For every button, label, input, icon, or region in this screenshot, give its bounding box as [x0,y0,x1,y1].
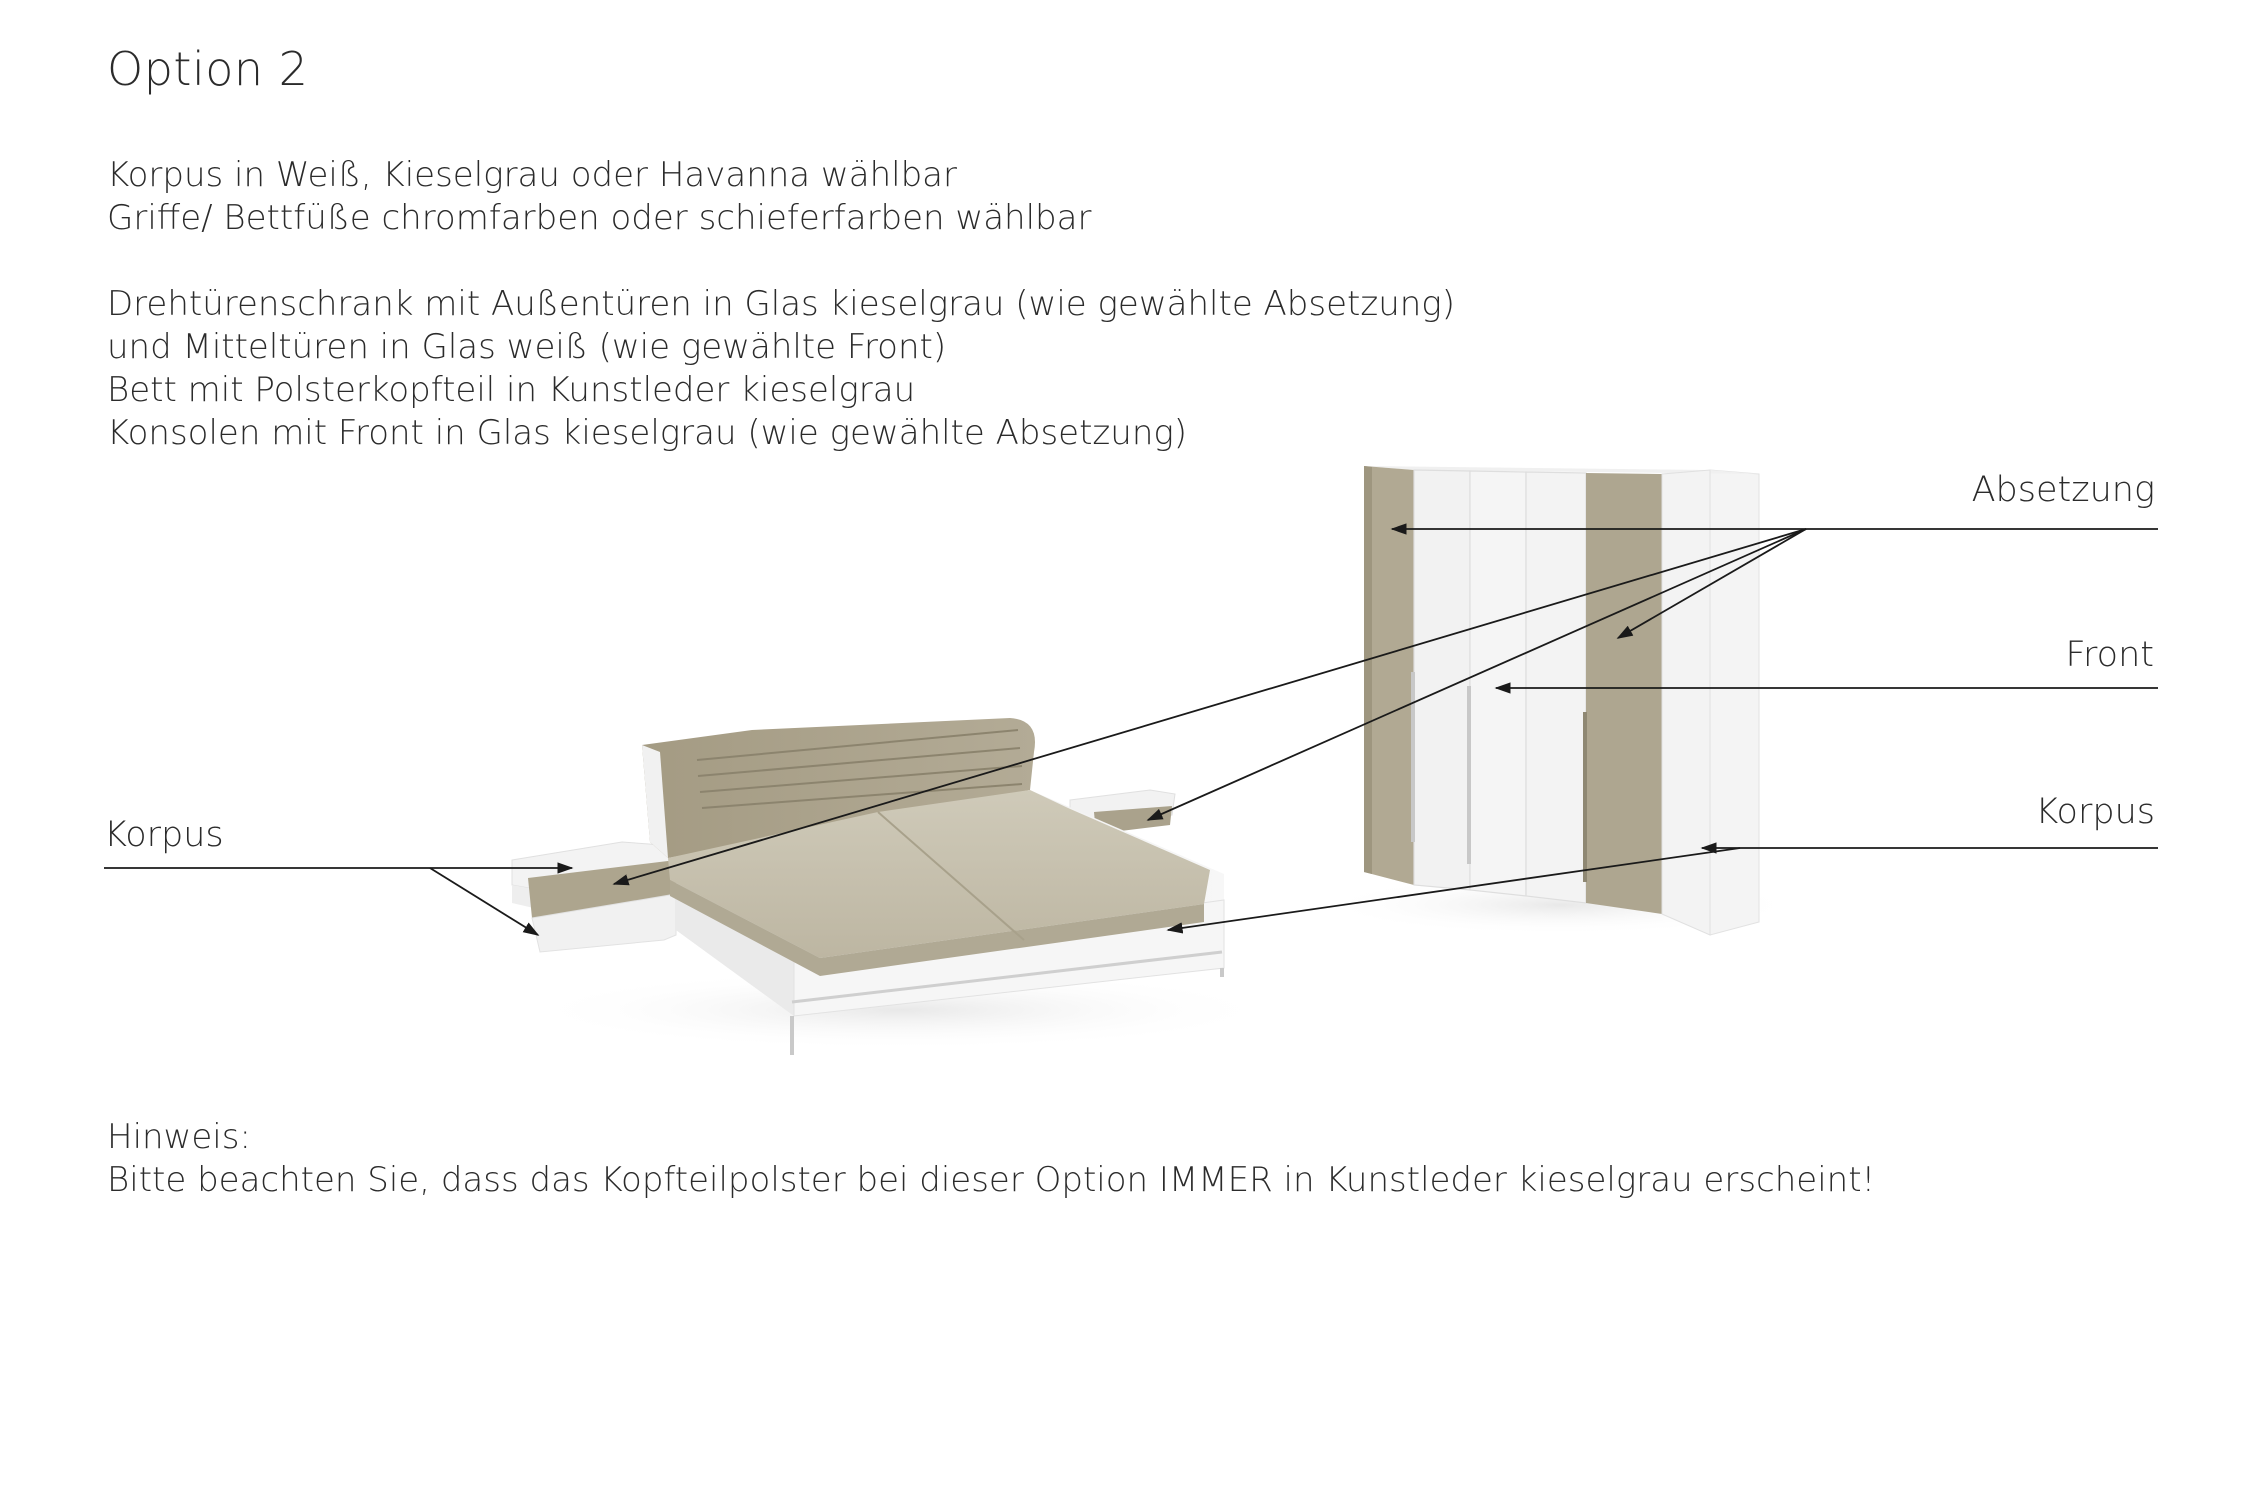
label-absetzung: Absetzung [1971,470,2155,510]
wardrobe-side-panel [1710,470,1759,935]
wardrobe-handle [1411,672,1415,842]
label-korpus-right: Korpus [2035,792,2155,832]
label-korpus-left: Korpus [104,815,224,855]
details-line: Bett mit Polsterkopfteil in Kunstleder kieselgrau [107,370,916,410]
note-text: Bitte beachten Sie, dass das Kopfteilpolster bei dieser Option IMMER in Kunstleder kieselgrau erscheint! [107,1160,1876,1200]
bed [512,718,1280,1055]
wardrobe-right-panel [1662,470,1710,935]
wardrobe-handle [1583,712,1587,882]
wardrobe [1320,466,1800,935]
details-line: Drehtürenschrank mit Außentüren in Glas kieselgrau (wie gewählte Absetzung) [107,284,1455,324]
details-line: Konsolen mit Front in Glas kieselgrau (wie gewählte Absetzung) [107,413,1188,453]
wardrobe-door-edge [1364,466,1372,874]
wardrobe-middle-door [1414,470,1470,890]
wardrobe-handle [1467,686,1471,864]
note [107,1116,1875,1202]
label-front: Front [2065,635,2154,675]
wardrobe-outer-door-right [1586,473,1662,914]
note-heading: Hinweis: [107,1117,251,1157]
intro-line: Korpus in Weiß, Kieselgrau oder Havanna wählbar [107,155,957,195]
page-title: Option 2 [107,42,309,96]
wardrobe-middle-door [1470,471,1526,896]
details-line: und Mitteltüren in Glas weiß (wie gewählte Front) [107,327,947,367]
intro-line: Griffe/ Bettfüße chromfarben oder schieferfarben wählbar [107,198,1092,238]
